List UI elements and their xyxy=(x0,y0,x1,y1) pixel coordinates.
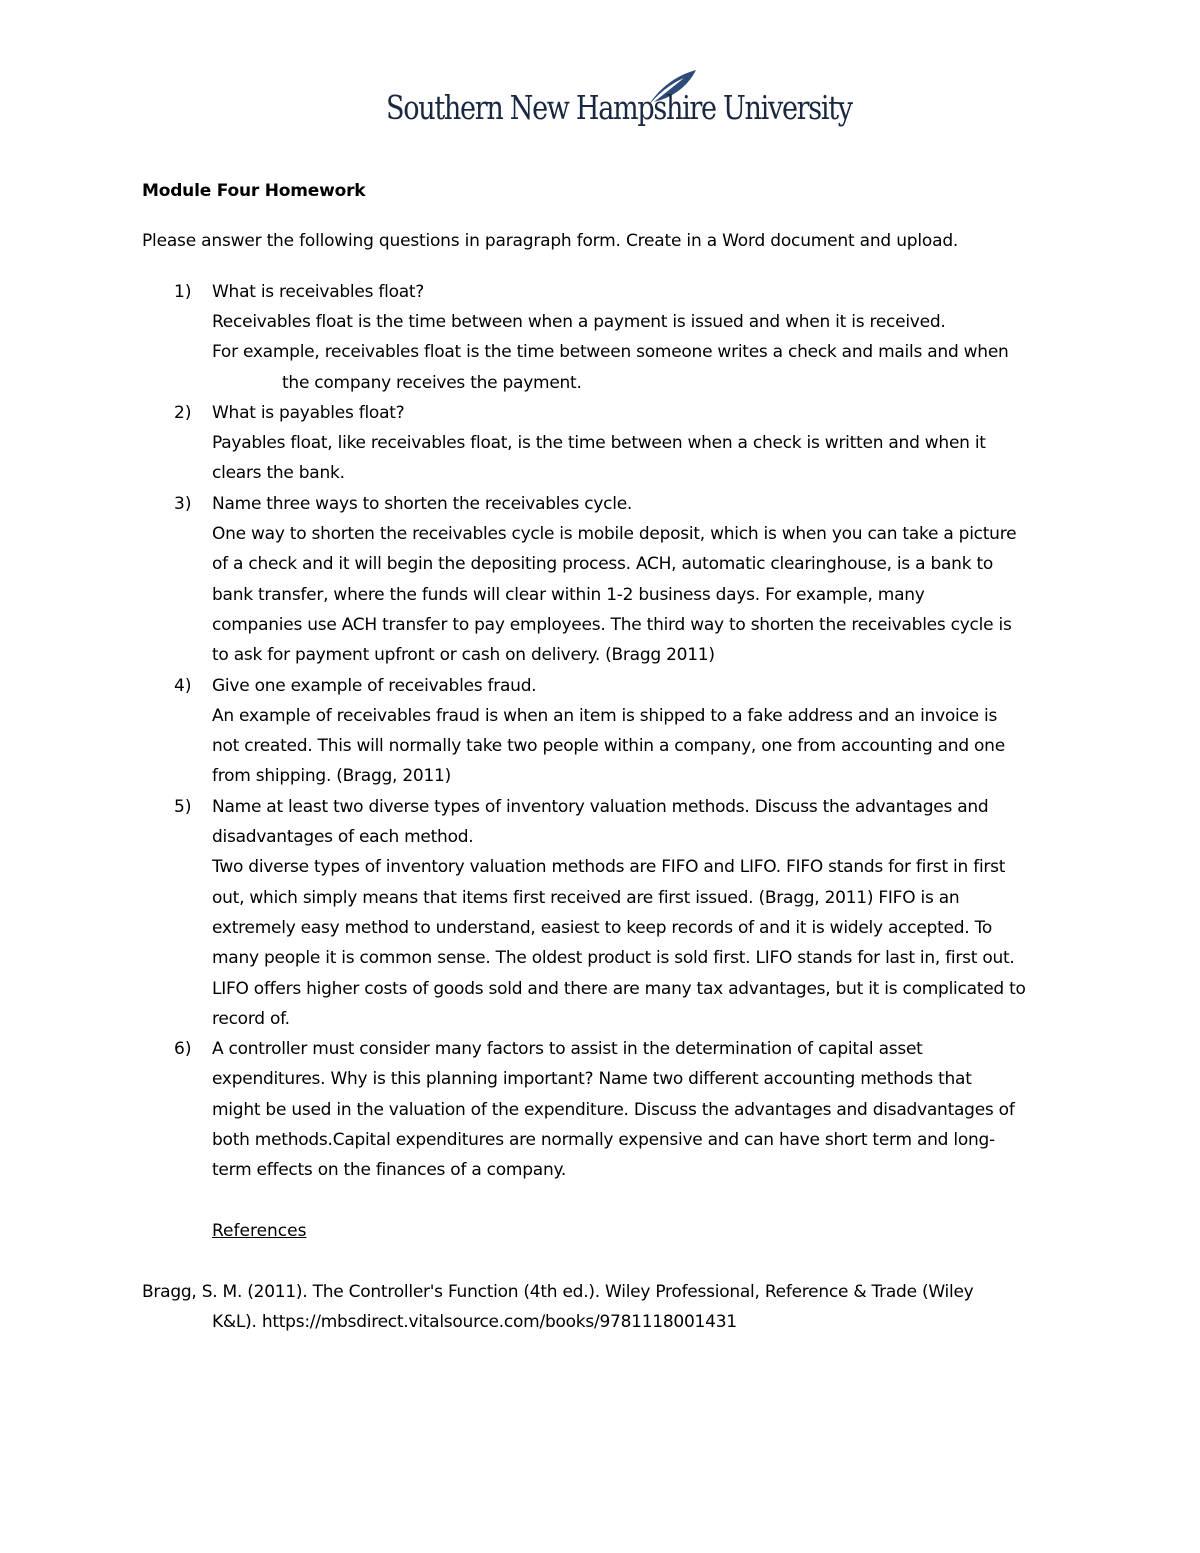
question-prompt: What is payables float? xyxy=(212,403,405,423)
answer-line: One way to shorten the receivables cycle is mobile deposit, which is when you can take a picture xyxy=(212,524,1017,544)
answer-line: companies use ACH transfer to pay employees. The third way to shorten the receivables cycle is xyxy=(212,615,1012,635)
reference-entry-continued[interactable]: K&L). https://mbsdirect.vitalsource.com/books/9781118001431 xyxy=(212,1312,737,1332)
question-prompt: Name at least two diverse types of inventory valuation methods. Discuss the advantages and xyxy=(212,797,989,817)
answer-line: LIFO offers higher costs of goods sold and there are many tax advantages, but it is complicated to xyxy=(212,979,1026,999)
answer-line: Payables float, like receivables float, is the time between when a check is written and when it xyxy=(212,433,986,453)
answer-line: the company receives the payment. xyxy=(282,373,582,393)
question-number: 4) xyxy=(174,676,192,696)
question-prompt: What is receivables float? xyxy=(212,282,425,302)
answer-line: For example, receivables float is the time between someone writes a check and mails and when xyxy=(212,342,1009,362)
university-logo xyxy=(386,68,852,140)
answer-line: bank transfer, where the funds will clear within 1-2 business days. For example, many xyxy=(212,585,925,605)
answer-line: An example of receivables fraud is when an item is shipped to a fake address and an invoice is xyxy=(212,706,998,726)
answer-line: Receivables float is the time between when a payment is issued and when it is received. xyxy=(212,312,946,332)
question-prompt: disadvantages of each method. xyxy=(212,827,474,847)
question-prompt: expenditures. Why is this planning important? Name two different accounting methods that xyxy=(212,1069,972,1089)
answer-line: to ask for payment upfront or cash on delivery. (Bragg 2011) xyxy=(212,645,715,665)
answer-line: from shipping. (Bragg, 2011) xyxy=(212,766,451,786)
answer-line: clears the bank. xyxy=(212,463,345,483)
question-number: 5) xyxy=(174,797,192,817)
question-number: 3) xyxy=(174,494,192,514)
instructions-text: Please answer the following questions in paragraph form. Create in a Word document and upload. xyxy=(142,231,959,251)
question-prompt: A controller must consider many factors to assist in the determination of capital asset xyxy=(212,1039,923,1059)
page-title: Module Four Homework xyxy=(142,181,366,201)
question-prompt: Name three ways to shorten the receivables cycle. xyxy=(212,494,633,514)
question-prompt: Give one example of receivables fraud. xyxy=(212,676,537,696)
references-heading: References xyxy=(212,1221,307,1241)
answer-line: not created. This will normally take two people within a company, one from accounting and one xyxy=(212,736,1005,756)
reference-entry: Bragg, S. M. (2011). The Controller's Function (4th ed.). Wiley Professional, Reference & Trade (Wiley xyxy=(142,1282,974,1302)
answer-line: many people it is common sense. The oldest product is sold first. LIFO stands for last in, first out. xyxy=(212,948,1015,968)
answer-line: term effects on the finances of a company. xyxy=(212,1160,567,1180)
question-number: 6) xyxy=(174,1039,192,1059)
answer-line: of a check and it will begin the depositing process. ACH, automatic clearinghouse, is a bank to xyxy=(212,554,994,574)
answer-line: both methods.Capital expenditures are normally expensive and can have short term and long- xyxy=(212,1130,995,1150)
question-number: 1) xyxy=(174,282,192,302)
logo-wordmark: Southern New Hampshire University xyxy=(386,88,852,127)
answer-line: extremely easy method to understand, easiest to keep records of and it is widely accepted. To xyxy=(212,918,992,938)
answer-line: Two diverse types of inventory valuation methods are FIFO and LIFO. FIFO stands for first in first xyxy=(212,857,1006,877)
question-number: 2) xyxy=(174,403,192,423)
question-prompt: might be used in the valuation of the expenditure. Discuss the advantages and disadvantages of xyxy=(212,1100,1015,1120)
answer-line: record of. xyxy=(212,1009,290,1029)
answer-line: out, which simply means that items first received are first issued. (Bragg, 2011) FIFO is an xyxy=(212,888,960,908)
